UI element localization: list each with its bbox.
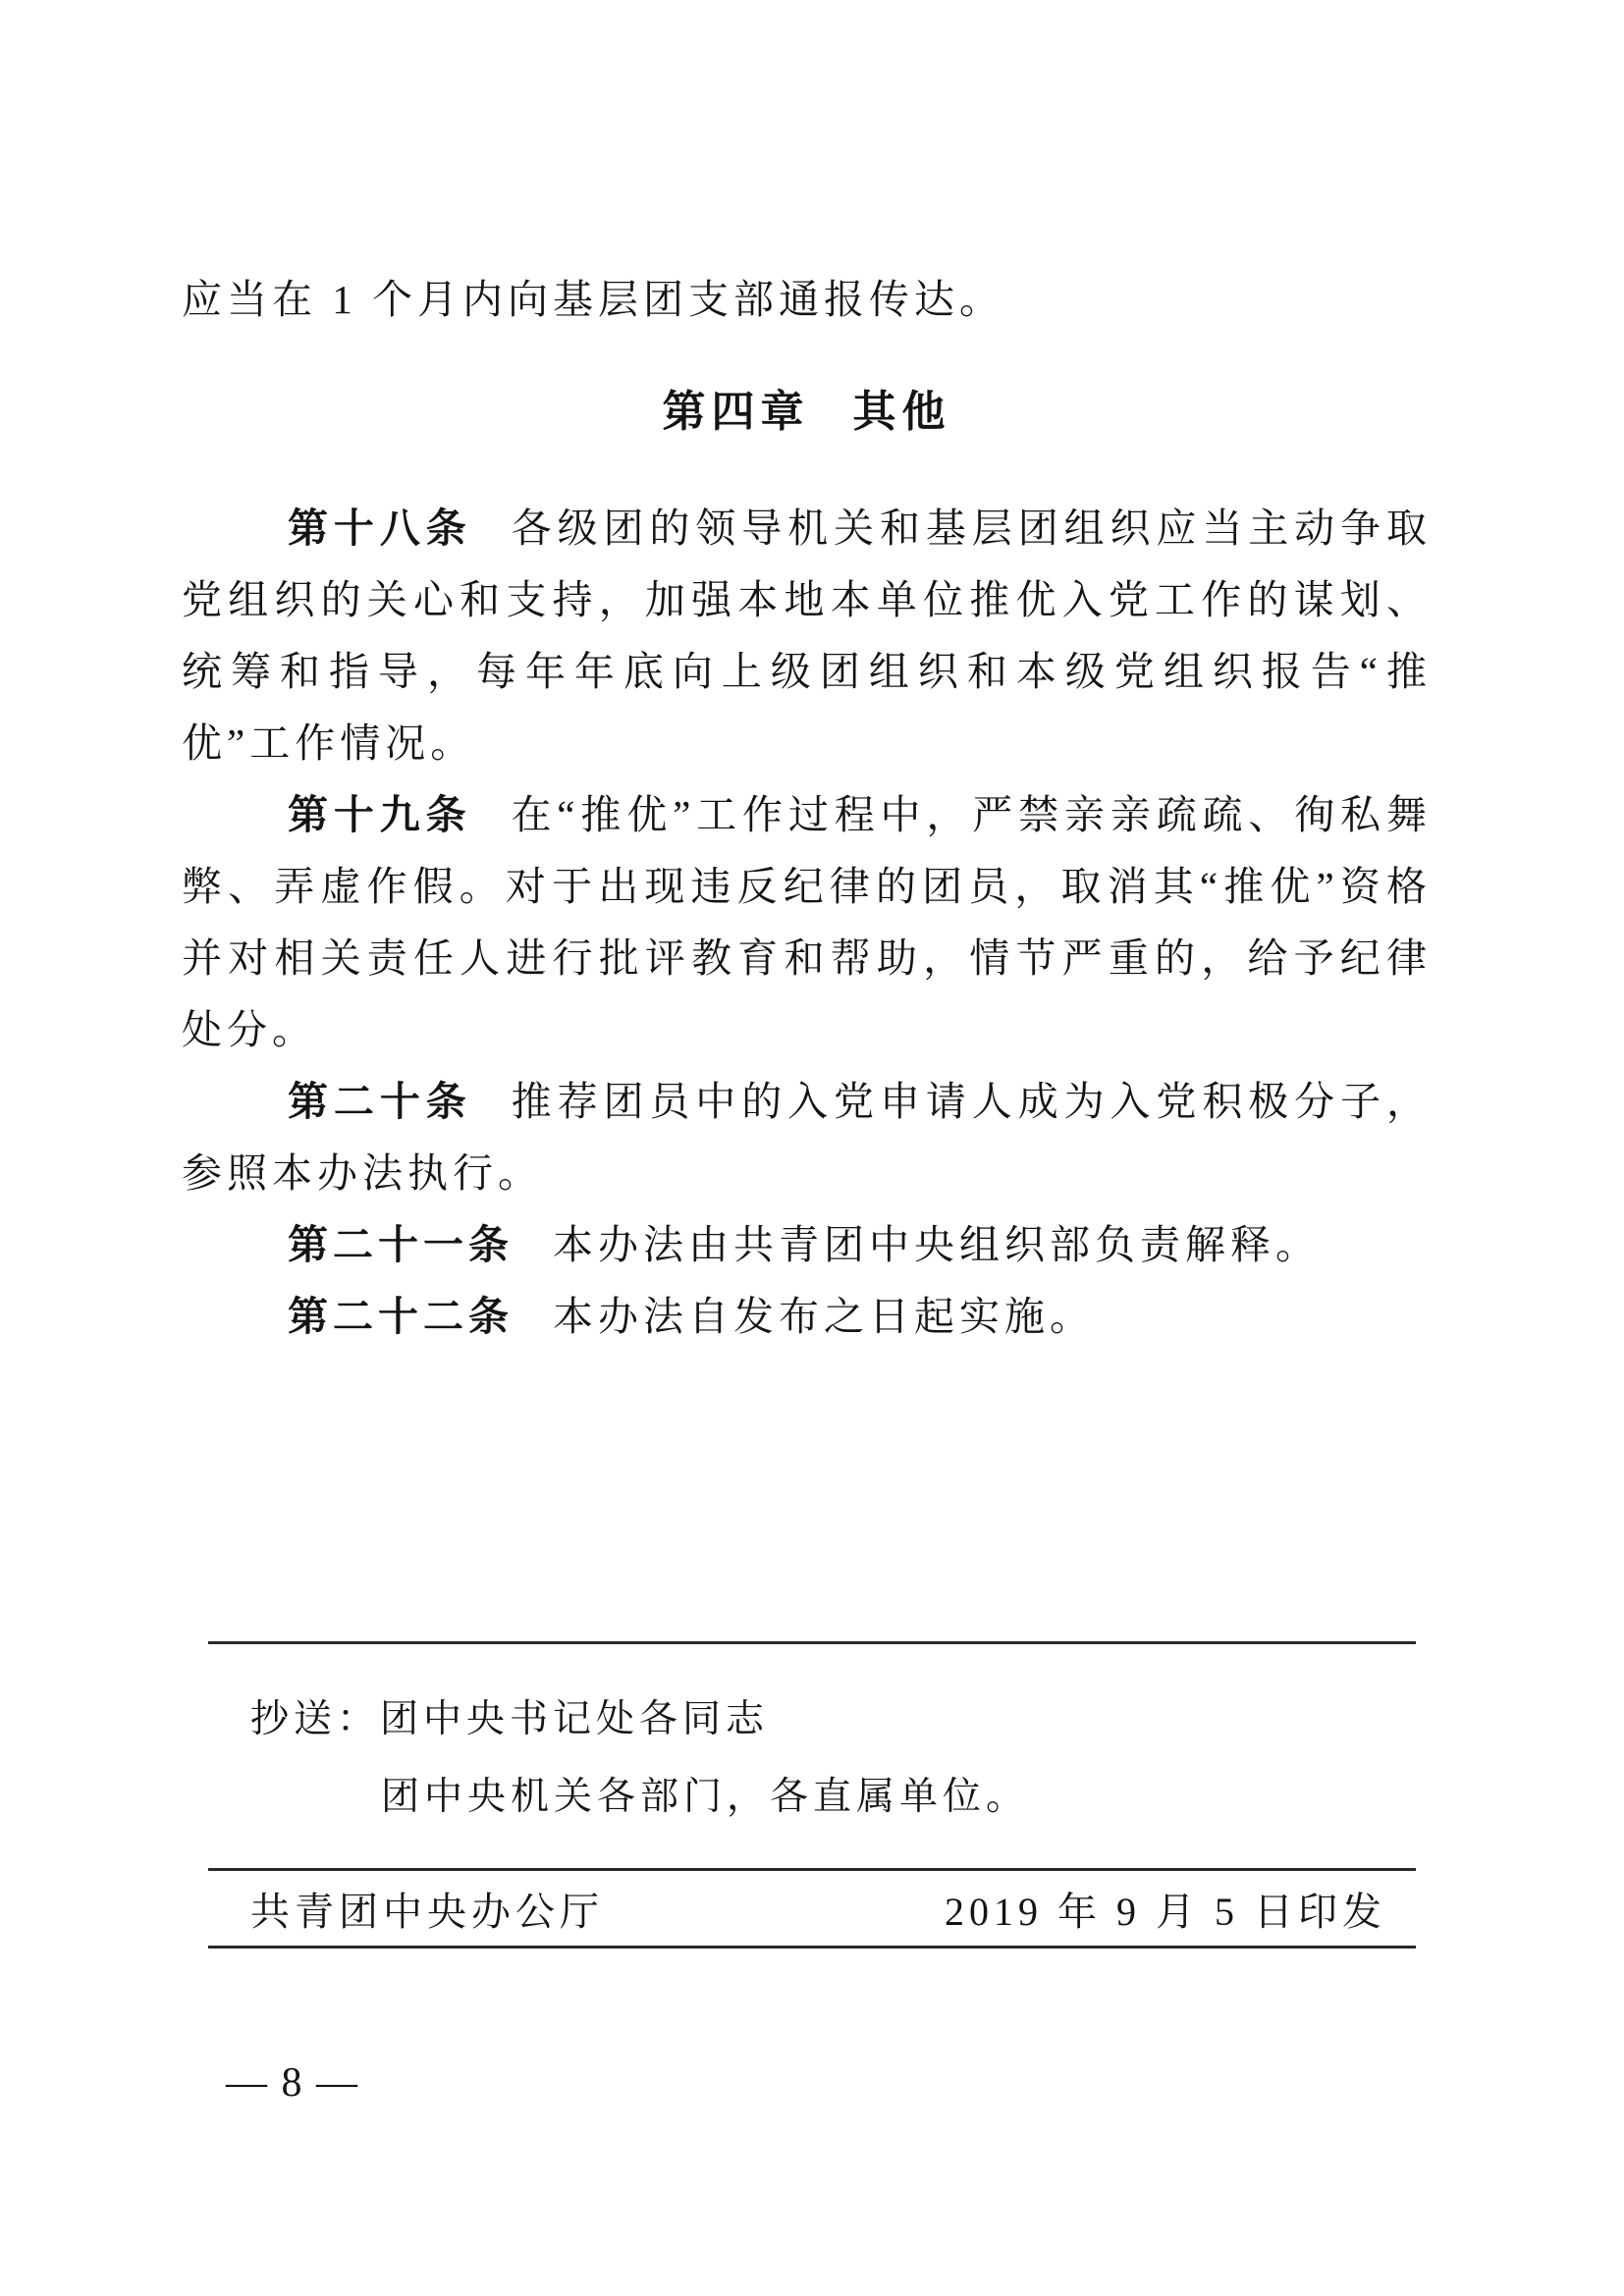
article-20-text: 推荐团员中的入党申请人成为入党积极分子，参照本办法执行。 bbox=[182, 1079, 1433, 1196]
article-21-text: 本办法由共青团中央组织部负责解释。 bbox=[553, 1222, 1321, 1267]
issuing-office: 共青团中央办公厅 bbox=[250, 1889, 604, 1934]
article-21 bbox=[182, 1209, 1432, 1281]
article-18-text: 各级团的领导机关和基层团组织应当主动争取党组织的关心和支持，加强本地本单位推优入党工作的谋划、统筹和指导，每年年底向上级团组织和本级党组织报告“推优”工作情况。 bbox=[182, 506, 1433, 766]
print-date: 2019 年 9 月 5 日印发 bbox=[945, 1889, 1386, 1934]
article-22-text: 本办法自发布之日起实施。 bbox=[553, 1294, 1095, 1339]
article-18 bbox=[182, 493, 1432, 779]
article-19 bbox=[182, 779, 1432, 1066]
chapter-heading bbox=[182, 376, 1432, 448]
cc-label: 抄送： bbox=[250, 1698, 381, 1740]
article-19-number: 第十九条 bbox=[288, 792, 472, 837]
issuer-row bbox=[208, 1868, 1416, 1949]
article-20 bbox=[182, 1066, 1432, 1209]
article-20-number: 第二十条 bbox=[288, 1079, 472, 1124]
article-21-number: 第二十一条 bbox=[288, 1222, 514, 1267]
cc-line-1 bbox=[250, 1681, 1029, 1758]
cc-block bbox=[250, 1681, 1029, 1836]
chapter-title: 其他 bbox=[852, 388, 951, 436]
paragraph-continuation: 应当在 1 个月内向基层团支部通报传达。 bbox=[182, 277, 1004, 322]
article-22 bbox=[182, 1281, 1432, 1353]
cc-recipients-1: 团中央书记处各同志 bbox=[380, 1698, 770, 1740]
article-22-number: 第二十二条 bbox=[288, 1294, 514, 1339]
document-body bbox=[182, 264, 1432, 1353]
page-number: — 8 — bbox=[226, 2060, 359, 2106]
cc-recipients-2: 团中央机关各部门，各直属单位。 bbox=[381, 1776, 1030, 1818]
chapter-number: 第四章 bbox=[662, 388, 810, 436]
article-18-number: 第十八条 bbox=[288, 506, 472, 551]
separator-rule bbox=[208, 1641, 1416, 1644]
article-19-text: 在“推优”工作过程中，严禁亲亲疏疏、徇私舞弊、弄虚作假。对于出现违反纪律的团员，取消其“推优”资格并对相关责任人进行批评教育和帮助，情节严重的，给予纪律处分。 bbox=[182, 792, 1432, 1052]
